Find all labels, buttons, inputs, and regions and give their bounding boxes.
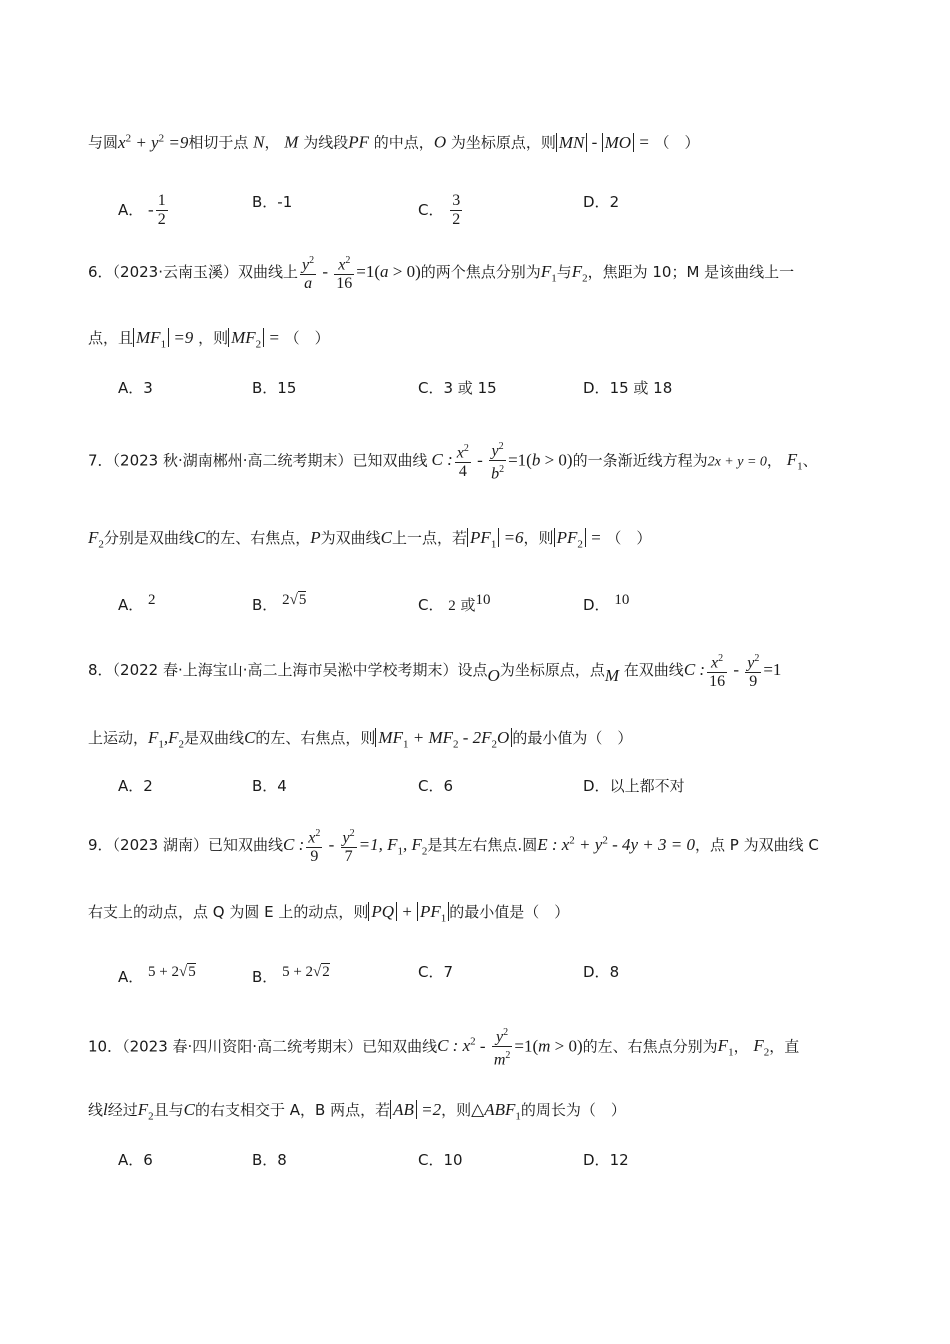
- q8-stem: 8．（2022 春·上海宝山·高二上海市吴淞中学校考期末）设点O为坐标原点，点M 在双曲线C : $\frac{x^2}{16}$ - $\frac{y^2}{9}$ =1: [88, 650, 781, 691]
- q5-circle-eq: $x^2 + y^2 =9$: [118, 132, 189, 152]
- q10-option-a[interactable]: A．6: [118, 1151, 153, 1169]
- q8-option-b[interactable]: B．4: [252, 777, 287, 795]
- q9-option-c[interactable]: C．7: [418, 963, 454, 981]
- q8-option-d[interactable]: D．以上都不对: [583, 777, 685, 795]
- q10-option-c[interactable]: C．10: [418, 1151, 463, 1169]
- q9-option-d[interactable]: D．8: [583, 963, 620, 981]
- q6-option-b[interactable]: B．15: [252, 379, 297, 397]
- q6-option-c[interactable]: C．3 或 15: [418, 379, 497, 397]
- q7-stem: 7．（2023 秋·湖南郴州·高二统考期末）已知双曲线 C : $\frac{x^2}{4}$ - $\frac{y^2}{b^2}$ =1(b > 0)的一条渐近线方程为2x + y = 0， $F_1$、: [88, 438, 818, 484]
- q5-option-b[interactable]: B．-1: [252, 193, 293, 211]
- q5-option-d[interactable]: D．2: [583, 193, 620, 211]
- q5-stem: 与圆$x^2 + y^2 =9$相切于点 N， M 为线段PF 的中点，O 为坐标原点，则 MN - MO = （ ）: [88, 132, 700, 152]
- q9-stem: 9．（2023 湖南）已知双曲线C : $\frac{x^2}{9}$ - $\frac{y^2}{7}$ =1, $F_1$, $F_2$是其左右焦点.圆E : $x^2 + y^2 - 4y + 3 = 0$，点 P 为双曲线 C: [88, 825, 819, 866]
- q10-stem-2: 线l经过$F_2$且与C的右支相交于 A，B 两点，若 AB =2，则$\triangle ABF_1$的周长为（ ）: [88, 1100, 626, 1123]
- q7-stem-2: $F_2$分别是双曲线C的左、右焦点，P为双曲线C上一点，若 $PF_1 =6$，则 $PF_2$ = （ ）: [88, 528, 652, 551]
- q7-option-d[interactable]: D． 10: [583, 592, 630, 614]
- q6-stem-2: 点，且 $MF_1 =9$ ，则 $MF_2$ = （ ）: [88, 328, 330, 351]
- q9-option-b[interactable]: B． 5 + 2√2: [252, 964, 330, 986]
- q5-text: 与圆: [88, 133, 119, 152]
- q10-stem: 10．（2023 春·四川资阳·高二统考期末）已知双曲线C : $x^2$ - $\frac{y^2}{m^2}$ =1(m > 0)的左、右焦点分别为$F_1$， $F_2$，直: [88, 1024, 799, 1070]
- q6-option-a[interactable]: A．3: [118, 379, 153, 397]
- q9-option-a[interactable]: A． 5 + 2√5: [118, 964, 196, 986]
- q6-option-d[interactable]: D．15 或 18: [583, 379, 673, 397]
- q8-option-c[interactable]: C．6: [418, 777, 454, 795]
- q6-stem: 6．（2023·云南玉溪）双曲线上 $\frac{y^2}{a}$ - $\frac{x^2}{16}$ =1(a > 0)的两个焦点分别为$F_1$与$F_2$，焦距为 10；M 是该曲线上一: [88, 252, 794, 293]
- q7-option-b[interactable]: B． 2√5: [252, 592, 307, 614]
- q7-option-c[interactable]: C． 2 或10: [418, 592, 491, 614]
- q8-option-a[interactable]: A．2: [118, 777, 153, 795]
- q5-option-a[interactable]: A． - $\frac{1}{2}$: [118, 192, 166, 228]
- q10-option-d[interactable]: D．12: [583, 1151, 629, 1169]
- q9-stem-2: 右支上的动点，点 Q 为圆 E 上的动点，则 PQ + $PF_1$ 的最小值是（ ）: [88, 902, 570, 925]
- q5-expr: MN - MO =: [556, 133, 650, 152]
- q7-option-a[interactable]: A． 2: [118, 592, 156, 614]
- q8-stem-2: 上运动，$F_1,F_2$是双曲线C的左、右焦点，则 $MF_1 + MF_2 - 2F_2O$ 的最小值为（ ）: [88, 728, 633, 751]
- q5-option-c[interactable]: C． $\frac{3}{2}$: [418, 192, 461, 228]
- q10-option-b[interactable]: B．8: [252, 1151, 287, 1169]
